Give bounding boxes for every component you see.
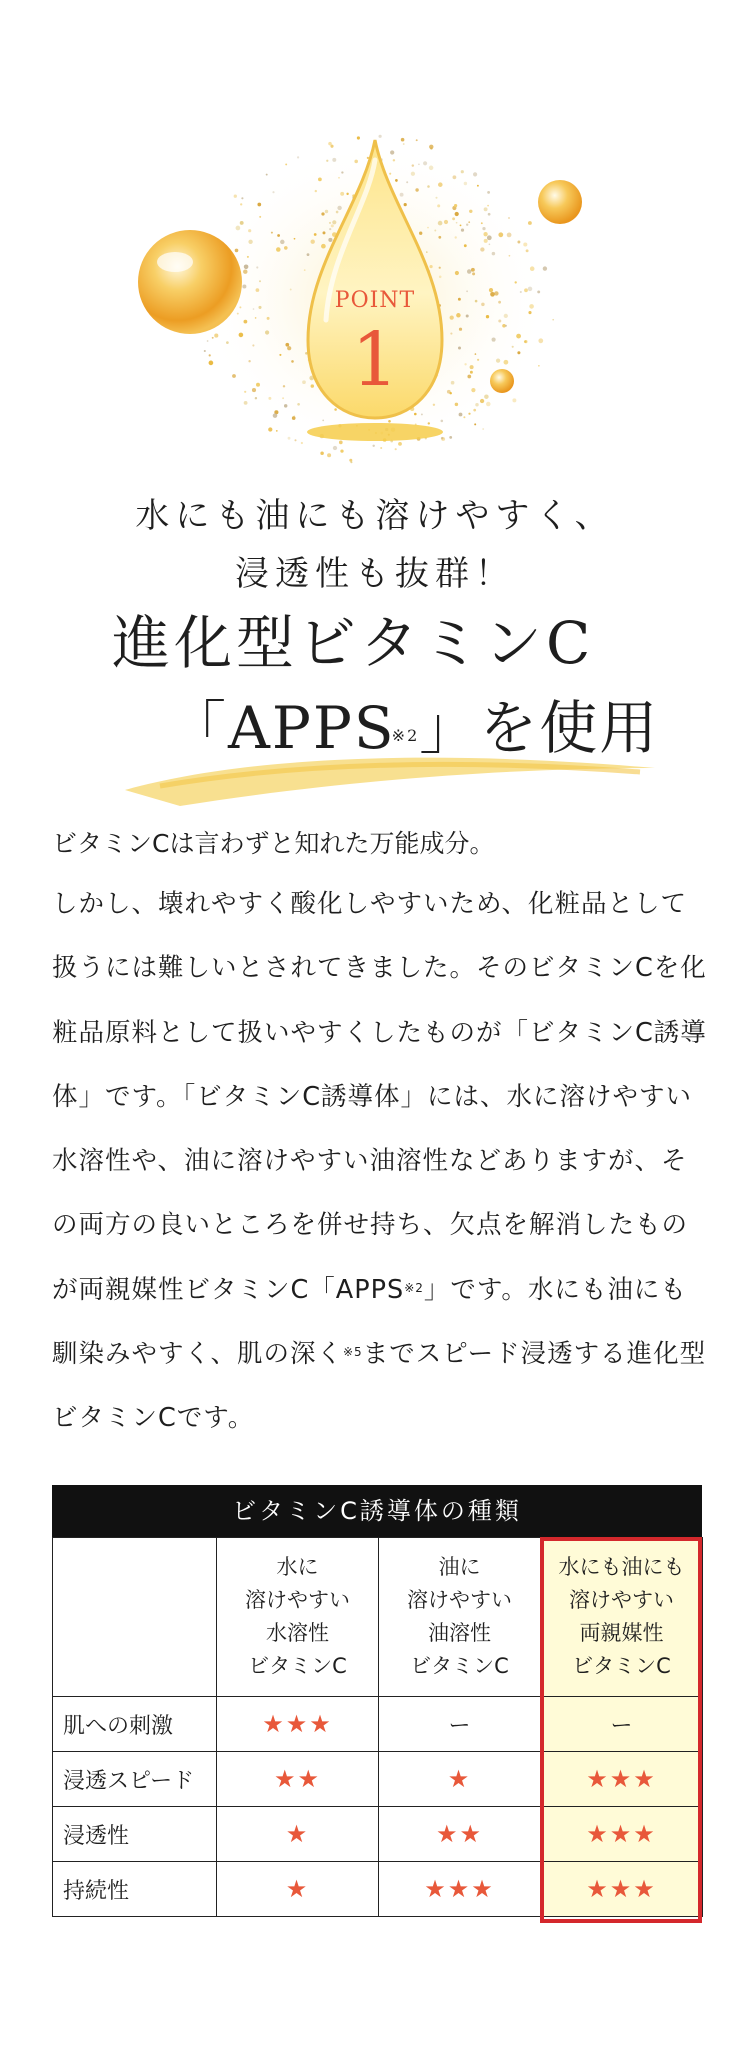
sparkle-dot xyxy=(460,224,462,226)
footnote-mark: ※5 xyxy=(343,1345,363,1360)
tagline-line1: 水にも油にも溶けやすく、 xyxy=(135,496,615,536)
sparkle-dot xyxy=(451,381,455,385)
point-label: POINT xyxy=(334,288,416,313)
corner-cell xyxy=(53,1538,217,1697)
rating-cell: ★ xyxy=(217,1862,379,1917)
sparkle-dot xyxy=(321,244,326,249)
sparkle-dot xyxy=(438,236,441,239)
sparkle-dot xyxy=(318,178,322,182)
sparkle-dot xyxy=(530,266,535,271)
sparkle-dot xyxy=(268,397,271,400)
sparkle-dot xyxy=(458,347,461,350)
sparkle-dot xyxy=(234,195,237,198)
comparison-table xyxy=(52,1485,702,1917)
sparkle-dot xyxy=(350,461,352,463)
sparkle-dot xyxy=(267,317,270,320)
sparkle-dot xyxy=(244,320,248,324)
sparkle-dot xyxy=(441,420,444,423)
sparkle-dot xyxy=(471,388,475,392)
sparkle-dot xyxy=(524,288,528,292)
sparkle-dot xyxy=(266,174,268,176)
body-paragraph xyxy=(52,872,712,1451)
rating-cell: ー xyxy=(541,1697,703,1752)
intro-text: ビタミンCは言わずと知れた万能成分。 xyxy=(52,829,495,858)
sparkle-dot xyxy=(482,428,484,430)
table-header-row xyxy=(53,1538,703,1697)
sparkle-dot xyxy=(461,229,464,232)
table-title: ビタミンC誘導体の種類 xyxy=(52,1485,702,1537)
sparkle-dot xyxy=(505,325,507,327)
sparkle-dot xyxy=(498,232,503,237)
sparkle-dot xyxy=(488,213,491,216)
sparkle-dot xyxy=(235,249,239,253)
sparkle-dot xyxy=(427,185,430,188)
sparkle-dot xyxy=(290,289,292,291)
row-label: 持続性 xyxy=(53,1862,217,1917)
sparkle-dot xyxy=(248,240,252,244)
sparkle-dot xyxy=(470,365,474,369)
sparkle-dot xyxy=(469,210,472,213)
sparkle-dot xyxy=(416,139,418,141)
sparkle-dot xyxy=(207,340,209,342)
sparkle-dot xyxy=(452,217,455,220)
sparkle-dot xyxy=(297,156,299,158)
sparkle-dot xyxy=(481,303,484,306)
rating-cell: ★★★ xyxy=(541,1862,703,1917)
sparkle-dot xyxy=(543,266,547,270)
rating-cell: ★★★ xyxy=(541,1807,703,1862)
sparkle-dot xyxy=(244,401,248,405)
sparkle-dot xyxy=(490,292,495,297)
sparkle-dot xyxy=(474,423,476,425)
sparkle-dot xyxy=(450,315,454,319)
sparkle-dot xyxy=(271,232,273,234)
sparkle-dot xyxy=(538,338,543,343)
sparkle-dot xyxy=(226,341,229,344)
sparkle-dot xyxy=(331,224,334,227)
sparkle-dot xyxy=(463,416,465,418)
sparkle-dot xyxy=(243,269,247,273)
sparkle-dot xyxy=(464,244,467,247)
sparkle-dot xyxy=(378,135,381,138)
sparkle-dot xyxy=(496,358,500,362)
sparkle-dot xyxy=(329,228,331,230)
sparkle-dot xyxy=(480,399,484,403)
sparkle-dot xyxy=(439,276,442,279)
body-part3: までスピード浸透する進化型ビタミンCです。 xyxy=(52,1339,707,1434)
table-row xyxy=(53,1697,703,1752)
sparkle-dot xyxy=(515,281,517,283)
sparkle-dot xyxy=(473,172,477,176)
sparkle-dot xyxy=(337,206,341,210)
sparkle-dot xyxy=(328,238,332,242)
sparkle-dot xyxy=(325,210,328,213)
sparkle-dot xyxy=(398,442,402,446)
sparkle-dot xyxy=(487,235,492,240)
sparkle-dot xyxy=(483,232,487,236)
sparkle-dot xyxy=(272,191,274,193)
sparkle-dot xyxy=(256,266,258,268)
sparkle-dot xyxy=(209,354,211,356)
sparkle-dot xyxy=(214,334,218,338)
sparkle-dot xyxy=(429,145,433,149)
sparkle-dot xyxy=(470,371,473,374)
column-header-oil: 油に 溶けやすい 油溶性 ビタミンC xyxy=(379,1538,541,1697)
sparkle-dot xyxy=(429,166,434,171)
sparkle-dot xyxy=(459,328,462,331)
sparkle-dot xyxy=(528,311,531,314)
sparkle-dot xyxy=(236,226,241,231)
headline-line1: 進化型ビタミンC xyxy=(112,609,595,677)
sparkle-dot xyxy=(466,224,468,226)
sparkle-dot xyxy=(329,222,331,224)
headline-line2 xyxy=(168,690,659,766)
sparkle-dot xyxy=(330,145,333,148)
sparkle-dot xyxy=(388,420,391,423)
sparkle-dot xyxy=(284,404,287,407)
sparkle-dot xyxy=(489,243,491,245)
sparkle-dot xyxy=(288,437,291,440)
sparkle-dot xyxy=(354,160,358,164)
sparkle-dot xyxy=(240,221,244,225)
sparkle-dot xyxy=(338,177,340,179)
sparkle-dot xyxy=(494,291,498,295)
sparkle-dot xyxy=(393,159,395,161)
column-header-amphiphilic: 水にも油にも 溶けやすい 両親媒性 ビタミンC xyxy=(541,1538,703,1697)
sparkle-dot xyxy=(468,221,470,223)
sparkle-dot xyxy=(486,315,489,318)
sparkle-dot xyxy=(406,181,408,183)
sparkle-dot xyxy=(404,203,407,206)
footnote-mark: ※2 xyxy=(391,726,420,745)
sparkle-dot xyxy=(332,158,336,162)
sparkle-dot xyxy=(327,453,331,457)
sparkle-dot xyxy=(419,232,422,235)
sparkle-dot xyxy=(509,255,511,257)
sparkle-dot xyxy=(450,333,452,335)
sparkle-dot xyxy=(280,240,284,244)
sparkle-dot xyxy=(459,413,463,417)
sparkle-dot xyxy=(204,350,206,352)
sparkle-dot xyxy=(455,212,459,216)
sparkle-dot xyxy=(435,197,437,199)
orb-medium xyxy=(538,180,582,224)
sparkle-dot xyxy=(395,448,397,450)
sparkle-dot xyxy=(529,304,534,309)
sparkle-dot xyxy=(552,319,554,321)
sparkle-dot xyxy=(428,422,430,424)
tagline-line2: 浸透性も抜群！ xyxy=(235,554,515,594)
sparkle-dot xyxy=(492,252,495,255)
sparkle-dot xyxy=(484,239,488,243)
sparkle-dot xyxy=(372,445,374,447)
sparkle-dot xyxy=(253,308,255,310)
sparkle-dot xyxy=(467,269,471,273)
sparkle-dot xyxy=(475,353,477,355)
sparkle-dot xyxy=(473,409,476,412)
sparkle-dot xyxy=(430,265,433,268)
row-label: 浸透スピード xyxy=(53,1752,217,1807)
sparkle-dot xyxy=(471,268,475,272)
rating-cell: ★★★ xyxy=(217,1697,379,1752)
sparkle-dot xyxy=(455,236,457,238)
sparkle-dot xyxy=(528,287,533,292)
sparkle-dot xyxy=(323,231,326,234)
sparkle-dot xyxy=(437,204,440,207)
sparkle-dot xyxy=(283,385,285,387)
sparkle-dot xyxy=(412,164,414,166)
sparkle-dot xyxy=(421,413,423,415)
sparkle-dot xyxy=(248,229,251,232)
sparkle-dot xyxy=(256,288,260,292)
sparkle-dot xyxy=(304,269,306,271)
sparkle-dot xyxy=(475,300,478,303)
sparkle-dot xyxy=(466,314,469,317)
sparkle-dot xyxy=(403,143,405,145)
sparkle-dot xyxy=(285,163,287,165)
sparkle-dot xyxy=(467,375,471,379)
sparkle-dot xyxy=(339,441,343,445)
sparkle-dot xyxy=(326,160,328,162)
sparkle-dot xyxy=(423,161,427,165)
sparkle-dot xyxy=(520,291,522,293)
sparkle-dot xyxy=(276,430,278,432)
sparkle-dot xyxy=(464,182,467,185)
sparkle-dot xyxy=(439,267,441,269)
column-header-water: 水に 溶けやすい 水溶性 ビタミンC xyxy=(217,1538,379,1697)
sparkle-dot xyxy=(268,427,272,431)
sparkle-dot xyxy=(449,436,452,439)
sparkle-dot xyxy=(294,238,296,240)
sparkle-dot xyxy=(282,397,284,399)
sparkle-dot xyxy=(482,227,485,230)
sparkle-dot xyxy=(340,192,344,196)
sparkle-dot xyxy=(464,363,466,365)
sparkle-dot xyxy=(340,449,343,452)
sparkle-dot xyxy=(302,380,306,384)
sparkle-dot xyxy=(486,402,490,406)
sparkle-dot xyxy=(256,383,260,387)
orb-small xyxy=(490,369,514,393)
sparkle-dot xyxy=(444,220,448,224)
sparkle-dot xyxy=(321,212,324,215)
drop-splash xyxy=(307,423,443,441)
sparkle-dot xyxy=(259,216,261,218)
rating-cell: ー xyxy=(379,1697,541,1752)
sparkle-dot xyxy=(480,247,484,251)
sparkle-dot xyxy=(315,190,317,192)
sparkle-dot xyxy=(415,188,418,191)
sparkle-dot xyxy=(484,394,489,399)
sparkle-dot xyxy=(454,204,457,207)
comparison-grid xyxy=(52,1537,703,1917)
sparkle-dot xyxy=(401,138,405,142)
rating-cell: ★ xyxy=(217,1807,379,1862)
sparkle-dot xyxy=(477,359,479,361)
sparkle-dot xyxy=(242,284,246,288)
sparkle-dot xyxy=(390,150,394,154)
sparkle-dot xyxy=(484,207,488,211)
sparkle-dot xyxy=(455,403,458,406)
sparkle-dot xyxy=(453,175,457,179)
sparkle-dot xyxy=(512,346,514,348)
headline-apps: 「APPS xyxy=(168,694,396,762)
sparkle-dot xyxy=(400,193,404,197)
sparkle-dot xyxy=(414,413,417,416)
sparkle-dot xyxy=(504,360,509,365)
sparkle-dot xyxy=(257,203,261,207)
sparkle-dot xyxy=(332,220,336,224)
sparkle-dot xyxy=(277,234,280,237)
rating-cell: ★ xyxy=(379,1752,541,1807)
sparkle-dot xyxy=(434,230,436,232)
sparkle-dot xyxy=(341,171,343,173)
sparkle-dot xyxy=(389,173,391,175)
sparkle-dot xyxy=(537,290,540,293)
sparkle-dot xyxy=(526,249,529,252)
sparkle-dot xyxy=(498,319,501,322)
sparkle-dot xyxy=(237,313,239,315)
body-part2: 」です。水にも油にも馴染みやすく、肌の深く xyxy=(52,1274,687,1370)
sparkle-dot xyxy=(418,163,420,165)
sparkle-dot xyxy=(498,301,501,304)
orb-large xyxy=(138,230,242,334)
sparkle-dot xyxy=(279,354,281,356)
body-part1: しかし、壊れやすく酸化しやすいため、化粧品として扱うには難しいとされてきました。そのビタミンCを化粧品原料として扱いやすくしたものが「ビタミンC誘導体」です。「ビタミンC誘導体」には、水に溶けやすい水溶性や、油に溶けやすい油溶性などありますが、その両方の良いところを併せ持ち、欠点を解消したものが両親媒性ビタミンC「APPS xyxy=(52,889,707,1305)
row-label: 肌への刺激 xyxy=(53,1697,217,1752)
sparkle-dot xyxy=(466,290,468,292)
sparkle-dot xyxy=(411,172,415,176)
sparkle-dot xyxy=(441,437,445,441)
sparkle-dot xyxy=(456,222,458,224)
sparkle-dot xyxy=(212,337,214,339)
sparkle-dot xyxy=(481,222,483,224)
sparkle-dot xyxy=(255,397,257,399)
sparkle-dot xyxy=(265,330,269,334)
sparkle-dot xyxy=(523,242,527,246)
sparkle-dot xyxy=(252,388,256,392)
sparkle-dot xyxy=(291,360,294,363)
sparkle-dot xyxy=(489,288,493,292)
sparkle-dot xyxy=(427,227,429,229)
table-row xyxy=(53,1807,703,1862)
headline-suffix: 」を使用 xyxy=(419,694,660,762)
sparkle-dot xyxy=(458,298,461,301)
sparkle-dot xyxy=(472,272,475,275)
sparkle-dot xyxy=(239,333,244,338)
rating-cell: ★★ xyxy=(217,1752,379,1807)
sparkle-dot xyxy=(524,340,527,343)
rating-cell: ★★★ xyxy=(541,1752,703,1807)
sparkle-dot xyxy=(517,241,520,244)
sparkle-dot xyxy=(528,221,532,225)
sparkle-dot xyxy=(507,233,512,238)
sparkle-dot xyxy=(475,403,478,406)
sparkle-dot xyxy=(285,343,289,347)
sparkle-dot xyxy=(276,247,281,252)
sparkle-dot xyxy=(538,365,540,367)
sparkle-dot xyxy=(284,246,288,250)
sparkle-dot xyxy=(449,392,451,394)
table-row xyxy=(53,1752,703,1807)
point-number: 1 xyxy=(351,317,399,403)
sparkle-dot xyxy=(508,217,510,219)
sparkle-dot xyxy=(517,351,520,354)
sparkle-dot xyxy=(273,413,278,418)
sparkle-dot xyxy=(301,442,303,444)
sparkle-dot xyxy=(380,447,382,449)
sparkle-dot xyxy=(311,384,314,387)
sparkle-dot xyxy=(259,280,261,282)
sparkle-dot xyxy=(333,446,337,450)
sparkle-dot xyxy=(516,334,521,339)
sparkle-dot xyxy=(252,344,254,346)
sparkle-dot xyxy=(209,361,214,366)
sparkle-dot xyxy=(461,170,464,173)
sparkle-dot xyxy=(239,306,241,308)
sparkle-dot xyxy=(438,221,443,226)
sparkle-dot xyxy=(240,203,242,205)
sparkle-dot xyxy=(311,240,315,244)
sparkle-dot xyxy=(307,253,310,256)
sparkle-dot xyxy=(287,346,291,350)
sparkle-dot xyxy=(346,193,348,195)
sparkle-dot xyxy=(294,439,296,441)
sparkle-dot xyxy=(297,403,300,406)
sparkle-dot xyxy=(336,211,339,214)
sparkle-dot xyxy=(438,182,443,187)
sparkle-dot xyxy=(258,306,261,309)
sparkle-dot xyxy=(255,317,257,319)
sparkle-dot xyxy=(455,271,459,275)
sparkle-dot xyxy=(487,205,489,207)
sparkle-dot xyxy=(477,185,479,187)
sparkle-dot xyxy=(248,360,250,362)
row-label: 浸透性 xyxy=(53,1807,217,1862)
sparkle-dot xyxy=(244,265,249,270)
sparkle-dot xyxy=(456,313,461,318)
sparkle-dot xyxy=(232,374,236,378)
sparkle-dot xyxy=(433,404,435,406)
sparkle-dot xyxy=(426,251,428,253)
hero-illustration xyxy=(0,0,750,480)
sparkle-dot xyxy=(487,191,490,194)
sparkle-dot xyxy=(468,413,470,415)
sparkle-dot xyxy=(395,179,398,182)
sparkle-dot xyxy=(492,338,496,342)
sparkle-dot xyxy=(241,197,243,199)
sparkle-dot xyxy=(314,233,317,236)
rating-cell: ★★ xyxy=(379,1807,541,1862)
sparkle-dot xyxy=(504,314,508,318)
footnote-mark: ※2 xyxy=(404,1280,424,1295)
sparkle-dot xyxy=(320,451,324,455)
sparkle-dot xyxy=(244,391,246,393)
sparkle-dot xyxy=(334,408,337,411)
rating-cell: ★★★ xyxy=(379,1862,541,1917)
sparkle-dot xyxy=(357,136,360,139)
sparkle-dot xyxy=(512,398,516,402)
sparkle-dot xyxy=(292,416,296,420)
sparkle-dot xyxy=(247,256,249,258)
table-row xyxy=(53,1862,703,1917)
sparkle-dot xyxy=(322,420,324,422)
